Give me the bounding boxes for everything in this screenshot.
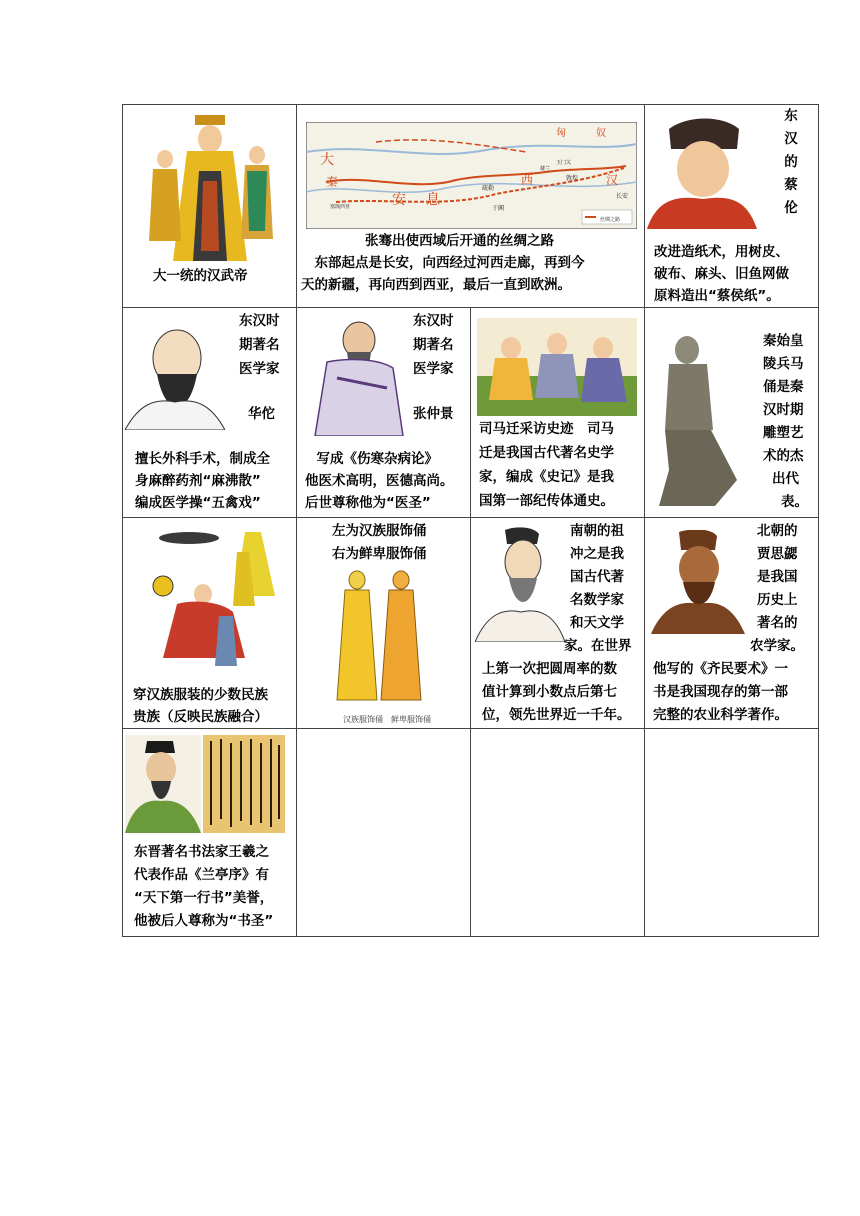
- han-wudi-illustration: [147, 111, 275, 261]
- wang-line-1: 东晋著名书法家王羲之: [134, 844, 269, 860]
- zu-chongzhi-portrait: [475, 526, 565, 642]
- vertical-char: 汉: [784, 131, 798, 147]
- vertical-char: 伦: [784, 200, 798, 216]
- map-label-an: 安: [392, 192, 406, 208]
- terracotta-side-4: 汉时期: [763, 402, 804, 418]
- sima-qian-line-3: 家，编成《史记》是我: [479, 469, 614, 485]
- map-label-xi: 息: [426, 192, 440, 208]
- zhang-side-1: 东汉时: [413, 313, 454, 329]
- cai-lun-vertical-title: [781, 105, 801, 220]
- costume-figurines-image: [335, 568, 425, 706]
- map-label-yutian: 于阗: [492, 205, 505, 212]
- hua-tuo-side-1: 东汉时: [239, 313, 280, 329]
- terracotta-side-1: 秦始皇: [763, 333, 804, 349]
- map-label-shule: 疏勒: [482, 185, 495, 192]
- empty-cell: [645, 729, 819, 937]
- map-label-loulan: 楼兰: [540, 166, 551, 172]
- terracotta-side-6: 术的杰: [763, 448, 804, 464]
- empty-cell: [471, 729, 645, 937]
- sima-qian-scene: [477, 318, 637, 416]
- wang-xizhi-portrait: [125, 735, 201, 833]
- jia-line-2: 书是我国现存的第一部: [653, 684, 788, 700]
- sima-qian-line-2: 迁是我国古代著名史学: [479, 445, 614, 461]
- zu-line-3: 位，领先世界近一千年。: [482, 707, 631, 723]
- sima-qian-line-4: 国第一部纪传体通史。: [479, 493, 614, 509]
- empty-cell: [297, 729, 471, 937]
- map-label-dunhuang: 敦煌: [566, 175, 579, 182]
- terracotta-warrior-image: [651, 330, 747, 506]
- map-label-han: 汉: [606, 173, 619, 187]
- jia-side-5: 著名的: [757, 615, 798, 631]
- cell-hua-tuo: [123, 308, 297, 518]
- hua-tuo-name: 华佗: [248, 406, 275, 422]
- han-wudi-caption: 大一统的汉武帝: [153, 268, 248, 284]
- map-legend-silkroad: 丝绸之路: [600, 217, 621, 223]
- costume-line-1: 左为汉族服饰俑: [332, 523, 427, 539]
- costume-tiny-caption: 汉族服饰俑 鲜卑服饰俑: [343, 715, 431, 724]
- zhang-side-3: 医学家: [413, 361, 454, 377]
- silk-road-line-1: 东部起点是长安，向西经过河西走廊，再到今: [301, 255, 585, 271]
- wang-line-3: “天下第一行书”美誉，: [134, 890, 274, 906]
- zhang-side-2: 期著名: [413, 337, 454, 353]
- jia-side-3: 是我国: [757, 569, 798, 585]
- zhang-line-2: 他医术高明，医德高尚。: [305, 473, 454, 489]
- map-label-changan: 长安: [616, 193, 629, 200]
- cell-han-wudi: [123, 105, 297, 308]
- jia-side-6: 农学家。: [750, 638, 804, 654]
- jia-sixie-bust: [651, 530, 745, 634]
- minority-noble-illustration: [149, 526, 279, 676]
- hua-tuo-line-1: 擅长外科手术，制成全: [135, 451, 270, 467]
- minority-line-2: 贵族（反映民族融合）: [133, 709, 268, 725]
- cell-sima-qian: [471, 308, 645, 518]
- cell-zhang-zhongjing: [297, 308, 471, 518]
- terracotta-side-8: 表。: [781, 494, 808, 510]
- hua-tuo-line-3: 编成医学操“五禽戏”: [135, 495, 261, 511]
- sima-qian-line-1: 司马迁采访史迹 司马: [479, 421, 614, 437]
- cell-terracotta: [645, 308, 819, 518]
- map-label-nu: 奴: [596, 128, 606, 139]
- zu-side-2: 冲之是我: [570, 546, 624, 562]
- wang-line-2: 代表作品《兰亭序》有: [134, 867, 269, 883]
- silk-road-line-2: 天的新疆，再向西到西亚，最后一直到欧洲。: [301, 277, 571, 293]
- map-label-xiyu: 西: [521, 173, 534, 187]
- map-label-qin: 秦: [326, 175, 339, 189]
- map-label-yumenguan: 玉门关: [556, 160, 572, 166]
- zu-side-3: 国古代著: [570, 569, 624, 585]
- vertical-char: 东: [784, 108, 798, 124]
- terracotta-side-3: 俑是秦: [763, 379, 804, 395]
- lanting-xu-calligraphy: [203, 735, 285, 833]
- silk-road-map: [306, 122, 637, 229]
- jia-line-3: 完整的农业科学著作。: [653, 707, 788, 723]
- cell-zu-chongzhi: [471, 518, 645, 729]
- map-label-xiong: 匈: [556, 128, 566, 139]
- zu-side-5: 和天文学: [570, 615, 624, 631]
- terracotta-side-7: 出代: [772, 471, 799, 487]
- zhang-zhongjing-portrait: [307, 318, 407, 436]
- costume-line-2: 右为鲜卑服饰俑: [332, 546, 427, 562]
- history-figures-table: [122, 104, 819, 937]
- cell-wang-xizhi: [123, 729, 297, 937]
- jia-side-1: 北朝的: [757, 523, 798, 539]
- cell-costume-figurines: [297, 518, 471, 729]
- zu-line-1: 上第一次把圆周率的数: [482, 661, 617, 677]
- cai-lun-line-2: 破布、麻头、旧鱼网做: [654, 266, 789, 282]
- zu-side-1: 南朝的祖: [570, 523, 624, 539]
- vertical-char: 蔡: [784, 177, 798, 193]
- zhang-line-3: 后世尊称他为“医圣”: [305, 495, 431, 511]
- cell-jia-sixie: [645, 518, 819, 729]
- cai-lun-portrait: [647, 115, 757, 229]
- hua-tuo-side-3: 医学家: [239, 361, 280, 377]
- jia-side-2: 贾思勰: [757, 546, 798, 562]
- wang-line-4: 他被后人尊称为“书圣”: [134, 913, 274, 929]
- cai-lun-line-3: 原料造出“蔡侯纸”。: [654, 288, 780, 304]
- map-label-seleucia: 塞琉西亚: [330, 204, 351, 210]
- terracotta-side-2: 陵兵马: [763, 356, 804, 372]
- hua-tuo-portrait: [125, 318, 225, 430]
- zu-side-4: 名数学家: [570, 592, 624, 608]
- hua-tuo-line-2: 身麻醉药剂“麻沸散”: [135, 473, 261, 489]
- zu-line-2: 值计算到小数点后第七: [482, 684, 617, 700]
- map-label-da: 大: [320, 152, 334, 168]
- minority-line-1: 穿汉族服装的少数民族: [133, 687, 268, 703]
- cell-minority-noble: [123, 518, 297, 729]
- cell-silk-road: [297, 105, 645, 308]
- silk-road-title: 张骞出使西域后开通的丝绸之路: [365, 233, 554, 249]
- zu-side-6: 家。在世界: [564, 638, 632, 654]
- cai-lun-line-1: 改进造纸术，用树皮、: [654, 244, 789, 260]
- cell-cai-lun: [645, 105, 819, 308]
- jia-side-4: 历史上: [757, 592, 798, 608]
- vertical-char: 的: [784, 154, 798, 170]
- jia-line-1: 他写的《齐民要术》一: [653, 661, 788, 677]
- terracotta-side-5: 雕塑艺: [763, 425, 804, 441]
- hua-tuo-side-2: 期著名: [239, 337, 280, 353]
- zhang-line-1: 写成《伤寒杂病论》: [303, 451, 438, 467]
- zhang-name: 张仲景: [413, 406, 454, 422]
